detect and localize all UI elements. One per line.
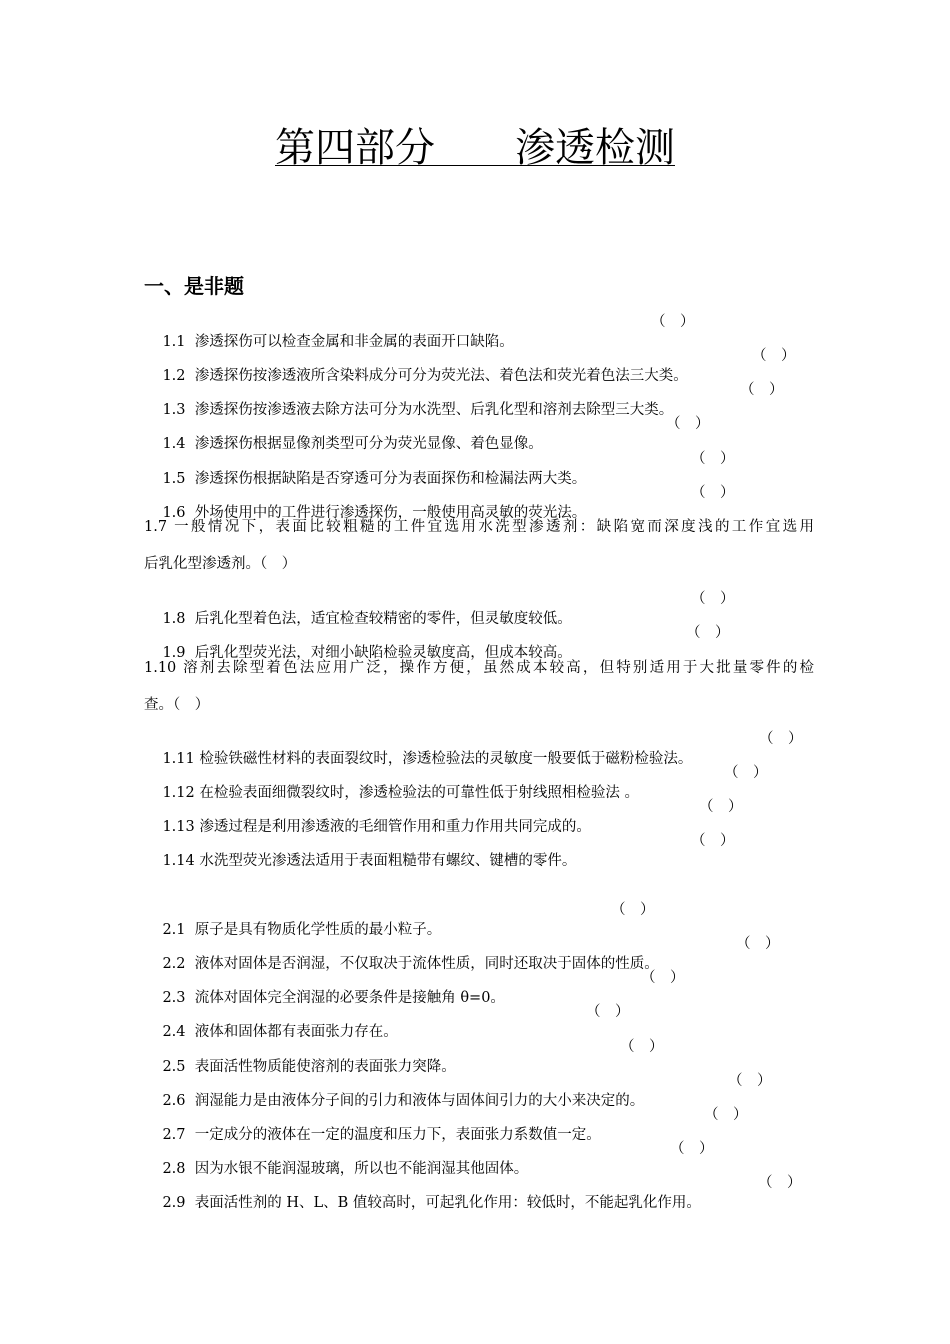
question-number: 2.6 [162,1093,186,1109]
section-heading: 一、是非题 [144,274,244,298]
question-number: 2.5 [162,1059,186,1075]
question-text: 水洗型荧光渗透法适用于表面粗糙带有螺纹、键槽的零件。 [199,853,577,869]
answer-parentheses: （ ） [586,1004,630,1020]
question-number: 1.5 [162,471,186,487]
answer-parentheses: （ ） [752,348,796,364]
question-text-continued: 后乳化型渗透剂。 [144,556,260,572]
answer-parentheses: （ ） [620,1039,664,1055]
answer-parentheses: （ ） [758,1175,802,1191]
question-text: 后乳化型荧光法，对细小缺陷检验灵敏度高，但成本较高。 [194,645,572,661]
answer-parentheses: （ ） [670,1141,714,1157]
title-wrap [0,122,950,174]
answer-parentheses: （ ） [736,936,780,952]
question-text: 渗透探伤根据显像剂类型可分为荧光显像、着色显像。 [194,436,543,452]
question-text: 原子是具有物质化学性质的最小粒子。 [194,922,442,938]
answer-parentheses: （ ） [651,314,695,330]
answer-parentheses: （ ） [260,556,297,572]
question-number: 2.4 [162,1024,186,1040]
question-text: 外场使用中的工件进行渗透探伤，一般使用高灵敏的荧光法。 [194,505,587,521]
question-text: 渗透探伤可以检查金属和非金属的表面开口缺陷。 [194,334,514,350]
answer-parentheses: （ ） [724,765,768,781]
question-number: 1.9 [162,645,186,661]
question-number: 1.14 [162,853,195,869]
question-text-continued: 查。 [144,697,173,713]
answer-parentheses: （ ） [691,451,735,467]
question-text: 一般情况下，表面比较粗糙的工件宜选用水洗型渗透剂：缺陷宽而深度浅的工作宜选用 [174,519,814,535]
question-number: 1.13 [162,819,195,835]
question-text: 表面活性物质能使溶剂的表面张力突降。 [194,1059,456,1075]
question-text: 液体和固体都有表面张力存在。 [194,1024,398,1040]
question-line-1 [144,517,814,537]
question-1-10 [144,658,814,715]
question-number: 2.3 [162,990,186,1006]
answer-parentheses: （ ） [173,697,210,713]
question-text: 渗透探伤根据缺陷是否穿透可分为表面探伤和检漏法两大类。 [194,471,587,487]
question-text: 流体对固体完全润湿的必要条件是接触角 θ=0。 [194,990,505,1006]
question-number: 1.6 [162,505,186,521]
answer-parentheses: （ ） [686,625,730,641]
question-number: 1.2 [162,368,186,384]
question-line-2 [144,695,814,715]
question-text: 溶剂去除型着色法应用广泛，操作方便，虽然成本较高，但特别适用于大批量零件的检 [183,660,815,676]
question-text: 渗透探伤按渗透液去除方法可分为水洗型、后乳化型和溶剂去除型三大类。 [194,402,674,418]
question-text: 在检验表面细微裂纹时，渗透检验法的可靠性低于射线照相检验法 。 [199,785,639,801]
answer-parentheses: （ ） [699,799,743,815]
question-1-14 [144,831,735,911]
answer-parentheses: （ ） [759,731,803,747]
question-text: 后乳化型着色法，适宜检查较精密的零件，但灵敏度较低。 [194,611,572,627]
question-number: 1.4 [162,436,186,452]
question-text: 检验铁磁性材料的表面裂纹时，渗透检验法的灵敏度一般要低于磁粉检验法。 [199,751,693,767]
answer-parentheses: （ ） [691,485,735,501]
question-text: 表面活性剂的 H、L、B 值较高时，可起乳化作用：较低时，不能起乳化作用。 [194,1195,701,1211]
question-text: 因为水银不能润湿玻璃，所以也不能润湿其他固体。 [194,1161,529,1177]
question-text: 渗透过程是利用渗透液的毛细管作用和重力作用共同完成的。 [199,819,591,835]
question-number: 1.7 [144,519,168,535]
question-number: 1.1 [162,334,186,350]
question-number: 1.12 [162,785,195,801]
question-number: 2.2 [162,956,186,972]
question-text: 渗透探伤按渗透液所含染料成分可分为荧光法、着色法和荧光着色法三大类。 [194,368,688,384]
question-line-2 [144,554,814,574]
page-title: 第四部分 渗透检测 [275,125,675,171]
question-text: 润湿能力是由液体分子间的引力和液体与固体间引力的大小来决定的。 [194,1093,645,1109]
answer-parentheses: （ ） [728,1073,772,1089]
question-number: 2.8 [162,1161,186,1177]
question-number: 1.3 [162,402,186,418]
question-number: 2.9 [162,1195,186,1211]
question-number: 1.11 [162,751,195,767]
answer-parentheses: （ ） [691,591,735,607]
question-2-9 [144,1173,802,1253]
answer-parentheses: （ ） [611,902,655,918]
question-number: 2.1 [162,922,186,938]
answer-parentheses: （ ） [704,1107,748,1123]
answer-parentheses: （ ） [740,382,784,398]
question-text: 一定成分的液体在一定的温度和压力下，表面张力系数值一定。 [194,1127,601,1143]
question-1-7 [144,517,814,574]
question-number: 1.8 [162,611,186,627]
question-number: 2.7 [162,1127,186,1143]
question-line-1 [144,658,814,678]
answer-parentheses: （ ） [691,833,735,849]
question-number: 1.10 [144,660,177,676]
answer-parentheses: （ ） [666,416,710,432]
question-text: 液体对固体是否润湿，不仅取决于流体性质，同时还取决于固体的性质。 [194,956,659,972]
answer-parentheses: （ ） [641,970,685,986]
